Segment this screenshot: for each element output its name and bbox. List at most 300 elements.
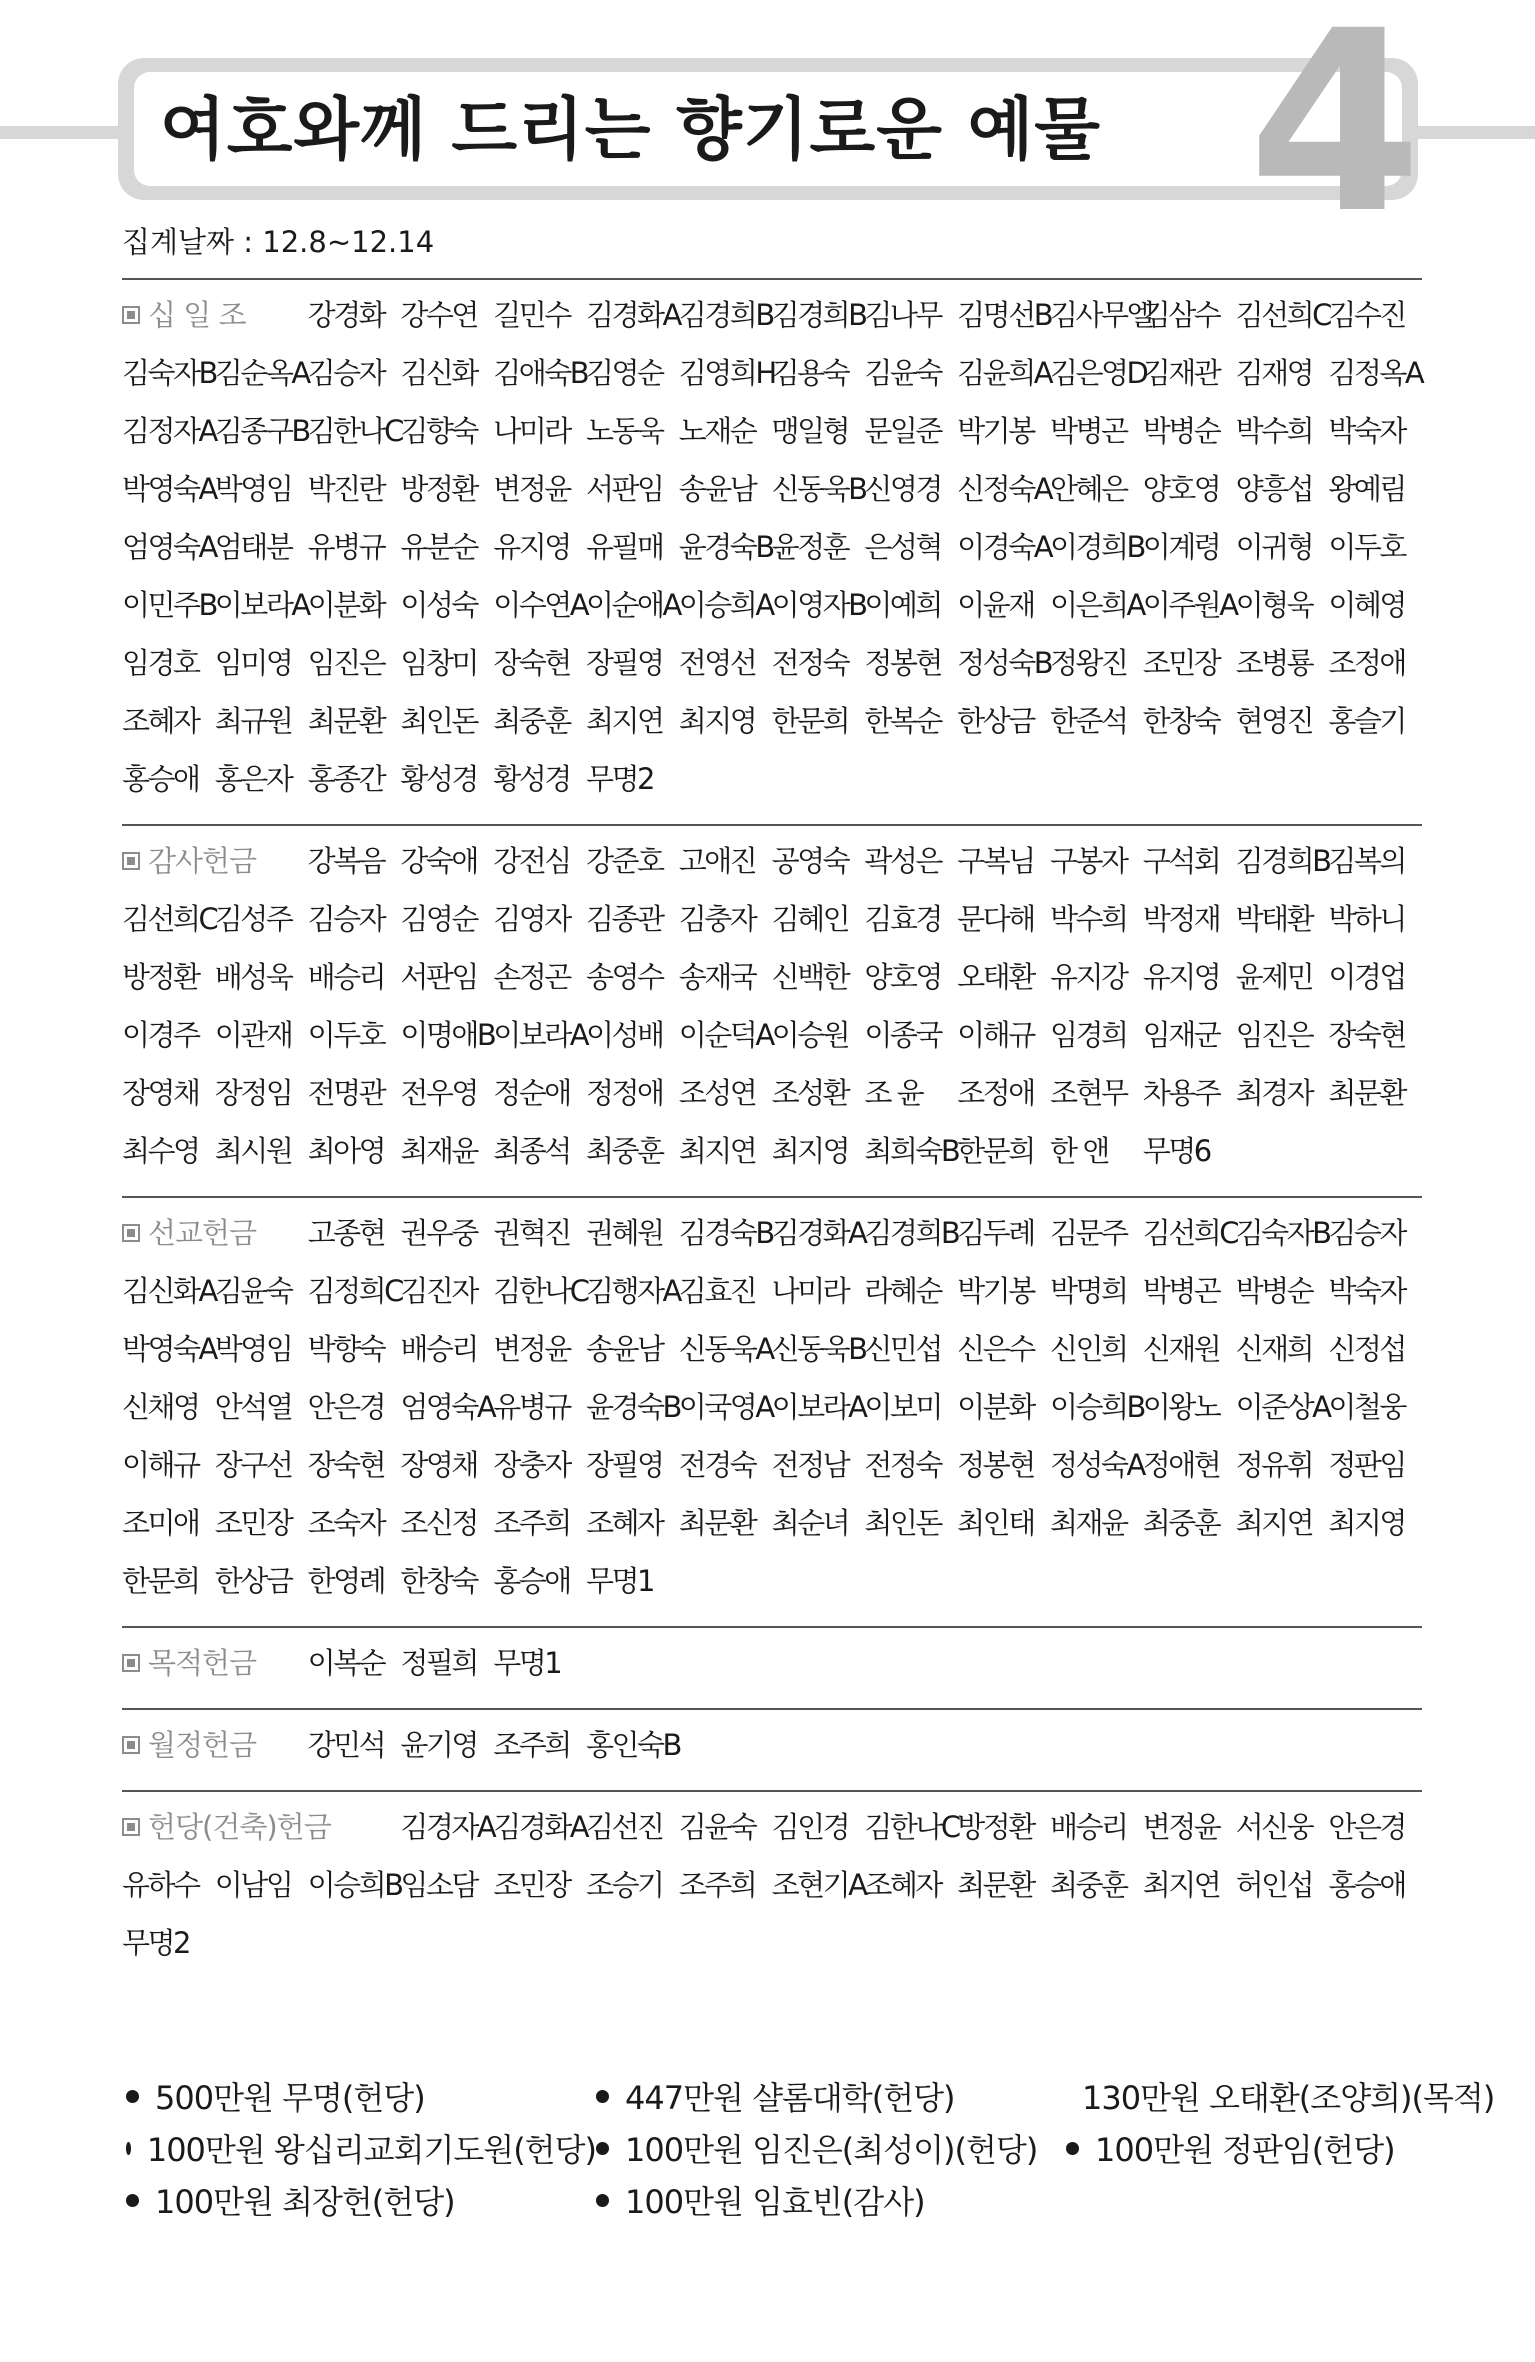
section-label: 헌당(건축)헌금 (122, 1798, 400, 1856)
donor-name: 최순녀 (771, 1506, 849, 1540)
donor-name: 한문희 (771, 704, 849, 738)
donor-name: 임창미 (400, 646, 477, 680)
donor-name: 이영자B (771, 588, 866, 622)
donor-name: 정판임 (1328, 1448, 1405, 1482)
donor-name: 최인돈 (864, 1506, 941, 1540)
offering-section (122, 1626, 1422, 1708)
donor-name: 박병순 (1142, 414, 1220, 448)
donor-name: 장정임 (214, 1076, 292, 1110)
donor-name: 이경숙A (957, 530, 1052, 564)
donor-name: 조미애 (122, 1506, 199, 1540)
donor-name: 노동욱 (585, 414, 663, 448)
gift-item: 100만원 최장헌(헌당) (126, 2177, 596, 2223)
donor-name: 조주희 (678, 1868, 756, 1902)
donor-name: 최중훈 (585, 1134, 663, 1168)
donor-name: 전영선 (678, 646, 756, 680)
donor-name: 박숙자 (1328, 414, 1405, 448)
donor-name: 장영채 (122, 1076, 199, 1110)
donor-name: 최희숙B (864, 1134, 959, 1168)
donor-name: 임경호 (122, 646, 199, 680)
donor-name: 박영임 (214, 1332, 292, 1366)
donor-name: 한문희 (957, 1134, 1034, 1168)
donor-name: 전명관 (307, 1076, 385, 1110)
donor-name: 배승리 (307, 960, 385, 994)
donor-name: 유분순 (400, 530, 477, 564)
donor-name: 라혜순 (864, 1274, 941, 1308)
donor-name: 고종현 (307, 1216, 385, 1250)
donor-name: 김신화 (400, 356, 477, 390)
bullet-dot-icon (1066, 2142, 1079, 2155)
donor-name: 방정환 (122, 960, 199, 994)
donor-name: 변정윤 (493, 1332, 570, 1366)
donor-name: 조현무 (1049, 1076, 1127, 1110)
donor-name: 이경업 (1328, 960, 1405, 994)
donor-name: 조성연 (678, 1076, 756, 1110)
donor-name: 박기봉 (957, 414, 1034, 448)
donor-name: 정유휘 (1235, 1448, 1313, 1482)
donor-name: 김나무 (864, 298, 941, 332)
donor-name: 조혜자 (585, 1506, 663, 1540)
donor-name: 신정숙A (957, 472, 1052, 506)
donor-name: 전정남 (771, 1448, 849, 1482)
donor-name: 최문환 (307, 704, 385, 738)
donor-name: 최인태 (957, 1506, 1034, 1540)
donor-name: 홍승애 (493, 1564, 570, 1598)
donor-name: 구봉자 (1049, 844, 1127, 878)
donor-name: 유병규 (493, 1390, 570, 1424)
donor-name: 유병규 (307, 530, 385, 564)
donor-name: 양호영 (1142, 472, 1220, 506)
donor-name: 정성숙A (1049, 1448, 1144, 1482)
donor-name: 신민섭 (864, 1332, 941, 1366)
donor-name: 이왕노 (1142, 1390, 1220, 1424)
donor-name: 한창숙 (1142, 704, 1220, 738)
gift-item: 100만원 정판임(헌당) (1066, 2125, 1446, 2171)
donor-name: 차용주 (1142, 1076, 1220, 1110)
donor-name: 무명6 (1142, 1134, 1210, 1168)
donor-name: 김승자 (1328, 1216, 1405, 1250)
donor-name: 김사무엘 (1049, 298, 1153, 332)
donor-name: 정정애 (585, 1076, 663, 1110)
donor-name: 방정환 (957, 1810, 1034, 1844)
donor-name: 유지영 (493, 530, 570, 564)
donor-name: 이성배 (585, 1018, 663, 1052)
donor-name: 조병룡 (1235, 646, 1313, 680)
donor-name: 이남임 (214, 1868, 292, 1902)
section-label: 월정헌금 (122, 1716, 308, 1774)
donor-name: 최지연 (678, 1134, 756, 1168)
donor-name: 김선희C (122, 902, 217, 936)
donor-name: 김은영D (1049, 356, 1147, 390)
donor-name: 박수희 (1049, 902, 1127, 936)
donor-name: 나미라 (493, 414, 570, 448)
donor-name: 이보라A (771, 1390, 866, 1424)
donor-name: 이해규 (957, 1018, 1034, 1052)
donor-name: 조주희 (493, 1506, 570, 1540)
donor-name: 최지영 (1328, 1506, 1405, 1540)
donor-name: 노재순 (678, 414, 756, 448)
donor-name: 이성숙 (400, 588, 477, 622)
donor-name: 강민석 (307, 1728, 385, 1762)
offering-section (122, 1790, 1422, 1988)
donor-name: 방정환 (400, 472, 477, 506)
donor-name: 신재희 (1235, 1332, 1313, 1366)
donor-name: 김충자 (678, 902, 756, 936)
donor-name: 박향숙 (307, 1332, 385, 1366)
donor-name: 신영경 (864, 472, 941, 506)
donor-name: 김영순 (400, 902, 477, 936)
donor-name: 김인경 (771, 1810, 849, 1844)
donor-name: 이계령 (1142, 530, 1220, 564)
donor-name: 권혁진 (493, 1216, 570, 1250)
donor-name: 이분화 (957, 1390, 1034, 1424)
donor-name: 맹일형 (771, 414, 849, 448)
donor-name: 서판임 (400, 960, 477, 994)
donor-name: 조민장 (493, 1868, 570, 1902)
donor-name: 박병곤 (1142, 1274, 1220, 1308)
donor-name: 임진은 (1235, 1018, 1313, 1052)
section-label: 감사헌금 (122, 832, 308, 890)
donor-name: 송재국 (678, 960, 756, 994)
donor-name: 안은경 (1328, 1810, 1405, 1844)
donor-name: 강숙애 (400, 844, 477, 878)
square-bullet-icon (122, 852, 140, 870)
donor-name: 엄태분 (214, 530, 292, 564)
donor-name: 최지영 (678, 704, 756, 738)
donor-name: 박정재 (1142, 902, 1220, 936)
donor-name: 이수연A (493, 588, 588, 622)
gift-row (126, 2174, 1446, 2226)
offering-section (122, 1708, 1422, 1790)
section-label: 선교헌금 (122, 1204, 308, 1262)
donor-name: 문일준 (864, 414, 941, 448)
donor-name: 김행자A (585, 1274, 680, 1308)
donor-name: 엄영숙A (122, 530, 216, 564)
donor-name: 조주희 (493, 1728, 570, 1762)
donor-name: 김윤숙 (864, 356, 941, 390)
donor-name: 권혜원 (585, 1216, 663, 1250)
donor-name: 길민수 (493, 298, 570, 332)
donor-name: 이순덕A (678, 1018, 773, 1052)
donor-name: 문다해 (957, 902, 1034, 936)
donor-name: 최지연 (585, 704, 663, 738)
donor-name: 장구선 (214, 1448, 292, 1482)
square-bullet-icon (122, 1736, 140, 1754)
donor-name: 김경희B (771, 298, 866, 332)
donor-name: 김효경 (864, 902, 941, 936)
donor-name: 윤경숙B (585, 1390, 680, 1424)
donor-name: 조현기A (771, 1868, 866, 1902)
period-label: 집계날짜 : 12.8~12.14 (122, 225, 435, 259)
donor-name: 박병곤 (1049, 414, 1127, 448)
donor-name: 김진자 (400, 1274, 477, 1308)
donor-name: 한준석 (1049, 704, 1127, 738)
donor-name: 김숙자B (1235, 1216, 1330, 1250)
donor-name: 송윤남 (585, 1332, 663, 1366)
donor-name: 김순옥A (214, 356, 309, 390)
donor-name: 신동욱B (771, 472, 866, 506)
donor-name: 윤정훈 (771, 530, 849, 564)
donor-name: 신동욱A (678, 1332, 773, 1366)
donor-name: 최경자 (1235, 1076, 1313, 1110)
donor-name: 전경숙 (678, 1448, 756, 1482)
donor-name: 이귀형 (1235, 530, 1313, 564)
donor-name: 김경화A (585, 298, 680, 332)
donor-name: 한창숙 (400, 1564, 477, 1598)
donor-name: 강준호 (585, 844, 663, 878)
donor-name: 왕예림 (1328, 472, 1405, 506)
donor-name: 임재군 (1142, 1018, 1220, 1052)
offering-section (122, 278, 1422, 824)
donor-name: 김정희C (307, 1274, 402, 1308)
donor-name: 안혜은 (1049, 472, 1127, 506)
donor-name: 김성주 (214, 902, 292, 936)
gift-item: 100만원 왕십리교회기도원(헌당) (126, 2125, 596, 2171)
donor-name: 최재윤 (1049, 1506, 1127, 1540)
donor-name: 강수연 (400, 298, 477, 332)
donor-name: 김문주 (1049, 1216, 1127, 1250)
donor-name: 임진은 (307, 646, 385, 680)
donor-name: 정성숙B (957, 646, 1052, 680)
donor-name: 장필영 (585, 1448, 663, 1482)
donor-name: 조 윤 (864, 1076, 923, 1110)
donor-name: 김명선B (957, 298, 1052, 332)
gift-item: 447만원 샬롬대학(헌당) (596, 2073, 1066, 2119)
donor-name: 배승리 (400, 1332, 477, 1366)
donor-name: 한상금 (957, 704, 1034, 738)
donor-name: 고애진 (678, 844, 756, 878)
donor-name: 황성경 (493, 762, 570, 796)
donor-name: 이두호 (1328, 530, 1405, 564)
donor-name: 신인희 (1049, 1332, 1127, 1366)
donor-name: 윤제민 (1235, 960, 1313, 994)
donor-name: 박기봉 (957, 1274, 1034, 1308)
donor-name: 서판임 (585, 472, 663, 506)
bullet-dot-icon (596, 2142, 609, 2155)
donor-name: 김혜인 (771, 902, 849, 936)
donor-name: 정순애 (493, 1076, 570, 1110)
donor-name: 배성욱 (214, 960, 292, 994)
donor-name: 변정윤 (1142, 1810, 1220, 1844)
donor-name: 김영희H (678, 356, 775, 390)
donor-name: 김윤숙 (214, 1274, 292, 1308)
square-bullet-icon (122, 1224, 140, 1242)
donor-name: 김삼수 (1142, 298, 1220, 332)
donor-name: 허인섭 (1235, 1868, 1313, 1902)
donor-name: 이보라A (493, 1018, 588, 1052)
donor-name: 김경자A (400, 1810, 495, 1844)
donor-name: 김경화A (493, 1810, 588, 1844)
donor-name: 이형욱 (1235, 588, 1313, 622)
donor-name: 이철웅 (1328, 1390, 1405, 1424)
donor-name: 박영숙A (122, 472, 216, 506)
donor-name: 김경희B (1235, 844, 1330, 878)
donor-name: 장충자 (493, 1448, 570, 1482)
donor-name: 구석회 (1142, 844, 1220, 878)
donor-name: 김용숙 (771, 356, 849, 390)
donor-name: 최지영 (771, 1134, 849, 1168)
donor-name: 신채영 (122, 1390, 199, 1424)
donor-name: 김경희B (864, 1216, 959, 1250)
donor-name: 김숙자B (122, 356, 216, 390)
donor-name: 김경화A (771, 1216, 866, 1250)
donor-name: 이명애B (400, 1018, 495, 1052)
donor-name: 박영숙A (122, 1332, 216, 1366)
donor-name: 김한나C (307, 414, 402, 448)
donor-name: 박수희 (1235, 414, 1313, 448)
gift-row (126, 2122, 1446, 2174)
donor-name: 손정곤 (493, 960, 570, 994)
donor-name: 최중훈 (1142, 1506, 1220, 1540)
gift-item: 100만원 임효빈(감사) (596, 2177, 1066, 2223)
donor-name: 김재영 (1235, 356, 1313, 390)
donor-name: 임경희 (1049, 1018, 1127, 1052)
donor-name: 조정애 (1328, 646, 1405, 680)
donor-name: 김향숙 (400, 414, 477, 448)
donor-name: 한상금 (214, 1564, 292, 1598)
donor-name: 유필매 (585, 530, 663, 564)
donor-name: 최아영 (307, 1134, 385, 1168)
donor-name: 이경희B (1049, 530, 1144, 564)
square-bullet-icon (122, 306, 140, 324)
donor-name: 김효진 (678, 1274, 756, 1308)
donor-name: 이관재 (214, 1018, 292, 1052)
donor-name: 김승자 (307, 902, 385, 936)
donor-name: 이준상A (1235, 1390, 1330, 1424)
offering-list (122, 278, 1422, 1988)
donor-name: 변정윤 (493, 472, 570, 506)
donor-name: 전정숙 (864, 1448, 941, 1482)
bullet-dot-icon (126, 2194, 139, 2207)
donor-name: 최중훈 (493, 704, 570, 738)
donor-name: 최시원 (214, 1134, 292, 1168)
gift-row (126, 2070, 1495, 2122)
donor-name: 조승기 (585, 1868, 663, 1902)
donor-name: 신은수 (957, 1332, 1034, 1366)
gift-item: 500만원 무명(헌당) (126, 2073, 596, 2119)
donor-name: 정애현 (1142, 1448, 1220, 1482)
donor-name: 이승희B (1049, 1390, 1144, 1424)
donor-name: 황성경 (400, 762, 477, 796)
donor-name: 김한나C (493, 1274, 588, 1308)
donor-name: 정왕진 (1049, 646, 1127, 680)
donor-name: 최수영 (122, 1134, 199, 1168)
donor-name: 오태환 (957, 960, 1034, 994)
donor-name: 최규원 (214, 704, 292, 738)
donor-name: 장숙현 (493, 646, 570, 680)
bullet-dot-icon (126, 2090, 139, 2103)
donor-name: 이예희 (864, 588, 941, 622)
donor-name: 한 앤 (1049, 1134, 1108, 1168)
donor-name: 한문희 (122, 1564, 199, 1598)
donor-name: 전우영 (400, 1076, 477, 1110)
donor-name: 김신화A (122, 1274, 216, 1308)
offering-section (122, 1196, 1422, 1626)
donor-name: 김두례 (957, 1216, 1034, 1250)
donor-name: 송영수 (585, 960, 663, 994)
donor-name: 홍승애 (1328, 1868, 1405, 1902)
donor-name: 정필희 (400, 1646, 477, 1680)
donor-name: 김정자A (122, 414, 216, 448)
donor-name: 임미영 (214, 646, 292, 680)
donor-name: 장숙현 (1328, 1018, 1405, 1052)
donor-name: 이분화 (307, 588, 385, 622)
donor-name: 박병순 (1235, 1274, 1313, 1308)
donor-name: 박명희 (1049, 1274, 1127, 1308)
donor-name: 이국영A (678, 1390, 773, 1424)
donor-name: 최인돈 (400, 704, 477, 738)
donor-name: 김영순 (585, 356, 663, 390)
donor-name: 이혜영 (1328, 588, 1405, 622)
donor-name: 정봉현 (864, 646, 941, 680)
donor-name: 신백한 (771, 960, 849, 994)
donor-name: 김윤희A (957, 356, 1052, 390)
donor-name: 무명1 (493, 1646, 561, 1680)
donor-name: 최중훈 (1049, 1868, 1127, 1902)
donor-name: 박영임 (214, 472, 292, 506)
donor-name: 조숙자 (307, 1506, 385, 1540)
donor-name: 조정애 (957, 1076, 1034, 1110)
donor-name: 이복순 (307, 1646, 385, 1680)
donor-name: 안석열 (214, 1390, 292, 1424)
donor-name: 정봉현 (957, 1448, 1034, 1482)
section-label: 목적헌금 (122, 1634, 308, 1692)
donor-name: 강복음 (307, 844, 385, 878)
donor-name: 김선희C (1142, 1216, 1238, 1250)
donor-name: 송윤남 (678, 472, 756, 506)
donor-name: 유지영 (1142, 960, 1220, 994)
donor-name: 김복의 (1328, 844, 1405, 878)
donor-name: 전정숙 (771, 646, 849, 680)
square-bullet-icon (122, 1818, 140, 1836)
special-gifts (126, 2070, 1495, 2226)
donor-name: 이보미 (864, 1390, 941, 1424)
donor-name: 이주원A (1142, 588, 1237, 622)
donor-name: 이해규 (122, 1448, 199, 1482)
donor-name: 김종구B (214, 414, 309, 448)
donor-name: 장영채 (400, 1448, 477, 1482)
donor-name: 조성환 (771, 1076, 849, 1110)
donor-name: 홍인숙B (585, 1728, 680, 1762)
donor-name: 조민장 (214, 1506, 292, 1540)
donor-name: 최문환 (957, 1868, 1034, 1902)
donor-name: 무명2 (122, 1926, 189, 1960)
donor-name: 무명2 (585, 762, 653, 796)
donor-name: 김재관 (1142, 356, 1220, 390)
donor-name: 홍은자 (214, 762, 292, 796)
donor-name: 이종국 (864, 1018, 941, 1052)
donor-name: 이윤재 (957, 588, 1034, 622)
donor-name: 이은희A (1049, 588, 1144, 622)
donor-name: 김승자 (307, 356, 385, 390)
bullet-dot-icon (126, 2142, 131, 2155)
donor-name: 신동욱B (771, 1332, 866, 1366)
donor-name: 박하니 (1328, 902, 1405, 936)
square-bullet-icon (122, 1654, 140, 1672)
donor-name: 홍종간 (307, 762, 385, 796)
section-label: 십 일 조 (122, 286, 308, 344)
donor-name: 이두호 (307, 1018, 385, 1052)
donor-name: 김애숙B (493, 356, 588, 390)
bullet-dot-icon (596, 2194, 609, 2207)
donor-name: 안은경 (307, 1390, 385, 1424)
donor-name: 윤경숙B (678, 530, 773, 564)
donor-name: 유지강 (1049, 960, 1127, 994)
bullet-dot-icon (596, 2090, 609, 2103)
donor-name: 장숙현 (307, 1448, 385, 1482)
donor-name: 현영진 (1235, 704, 1313, 738)
donor-name: 임소담 (400, 1868, 477, 1902)
